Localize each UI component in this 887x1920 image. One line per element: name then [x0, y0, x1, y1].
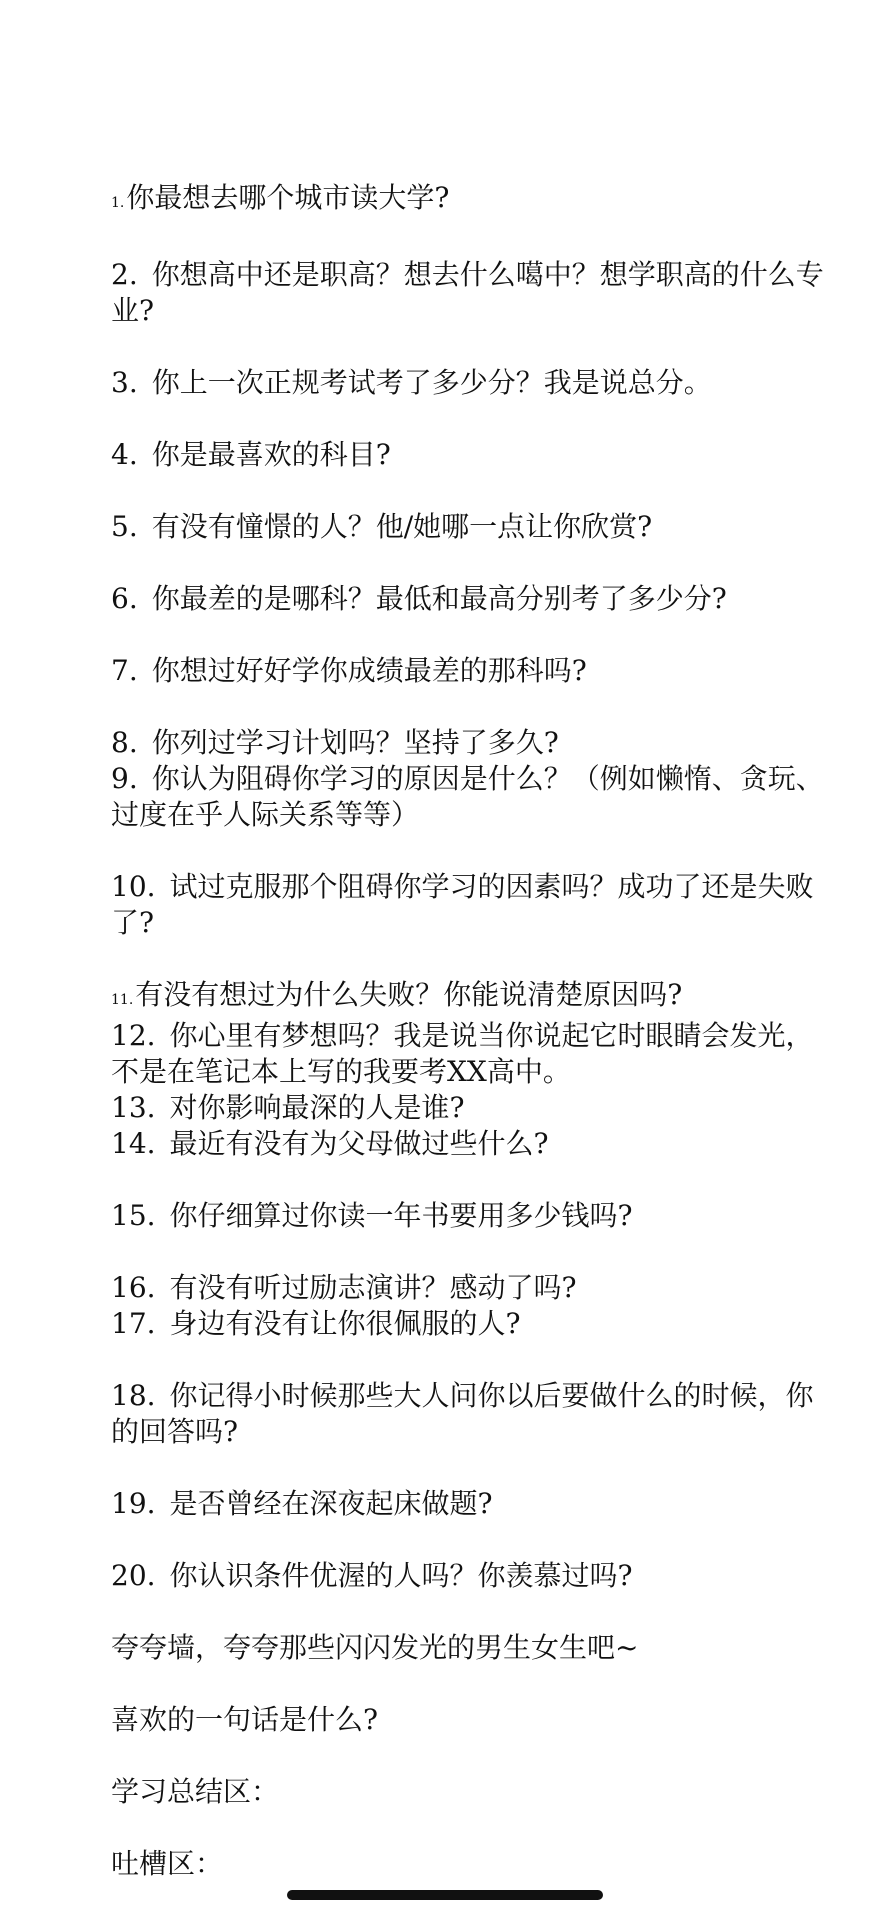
question-number: 11.: [111, 992, 134, 1008]
question-text: 最近有没有为父母做过些什么?: [169, 1127, 549, 1160]
question-6: [111, 581, 831, 617]
question-text: 有没有听过励志演讲？感动了吗?: [169, 1271, 577, 1304]
question-number: 18.: [111, 1379, 156, 1412]
question-number: 12.: [111, 1019, 156, 1052]
question-12: [111, 1018, 831, 1090]
question-number: 15.: [111, 1199, 156, 1232]
question-number: 1.: [111, 195, 125, 211]
question-text: 你认为阻碍你学习的原因是什么？（例如懒惰、贪玩、过度在乎人际关系等等）: [111, 762, 824, 831]
question-number: 17.: [111, 1307, 156, 1340]
question-text: 你最差的是哪科？最低和最高分别考了多少分?: [151, 582, 727, 615]
question-text: 你想过好好学你成绩最差的那科吗?: [151, 654, 587, 687]
question-18: [111, 1378, 831, 1450]
question-1: [111, 180, 831, 221]
question-text: 试过克服那个阻碍你学习的因素吗？成功了还是失败了?: [111, 870, 814, 939]
question-19: [111, 1486, 831, 1522]
question-number: 7.: [111, 654, 138, 687]
question-number: 10.: [111, 870, 156, 903]
question-text: 你最想去哪个城市读大学?: [126, 181, 450, 214]
question-number: 8.: [111, 726, 138, 759]
rant-area-heading: 吐槽区：: [111, 1847, 224, 1880]
question-number: 2.: [111, 258, 138, 291]
question-document: [111, 180, 831, 1882]
question-2: [111, 257, 831, 329]
question-text: 有没有想过为什么失败？你能说清楚原因吗?: [135, 978, 683, 1011]
question-14: [111, 1126, 831, 1162]
question-number: 16.: [111, 1271, 156, 1304]
question-number: 3.: [111, 366, 138, 399]
question-text: 有没有憧憬的人？他/她哪一点让你欣赏?: [151, 510, 653, 543]
question-7: [111, 653, 831, 689]
question-13: [111, 1090, 831, 1126]
question-15: [111, 1198, 831, 1234]
question-11: [111, 977, 831, 1018]
question-10: [111, 869, 831, 941]
question-20: [111, 1558, 831, 1594]
question-3: [111, 365, 831, 401]
question-text: 身边有没有让你很佩服的人?: [169, 1307, 521, 1340]
question-4: [111, 437, 831, 473]
question-text: 你记得小时候那些大人问你以后要做什么的时候，你的回答吗?: [111, 1379, 814, 1448]
question-9: [111, 761, 831, 833]
question-text: 你心里有梦想吗？我是说当你说起它时眼睛会发光，不是在笔记本上写的我要考XX高中。: [111, 1019, 814, 1088]
question-text: 是否曾经在深夜起床做题?: [169, 1487, 493, 1520]
question-text: 你列过学习计划吗？坚持了多久?: [151, 726, 559, 759]
question-17: [111, 1306, 831, 1342]
question-text: 你仔细算过你读一年书要用多少钱吗?: [169, 1199, 633, 1232]
question-number: 6.: [111, 582, 138, 615]
question-number: 19.: [111, 1487, 156, 1520]
question-16: [111, 1270, 831, 1306]
study-summary-heading: 学习总结区：: [111, 1775, 280, 1808]
question-text: 你认识条件优渥的人吗？你羡慕过吗?: [169, 1559, 633, 1592]
question-number: 14.: [111, 1127, 156, 1160]
question-number: 5.: [111, 510, 138, 543]
question-text: 你是最喜欢的科目?: [151, 438, 391, 471]
question-8: [111, 725, 831, 761]
home-indicator[interactable]: [287, 1890, 603, 1900]
question-text: 你想高中还是职高？想去什么噶中？想学职高的什么专业?: [111, 258, 824, 327]
question-number: 13.: [111, 1091, 156, 1124]
question-number: 9.: [111, 762, 138, 795]
question-number: 20.: [111, 1559, 156, 1592]
favorite-quote-prompt: 喜欢的一句话是什么?: [111, 1703, 379, 1736]
question-number: 4.: [111, 438, 138, 471]
question-text: 对你影响最深的人是谁?: [169, 1091, 465, 1124]
question-text: 你上一次正规考试考了多少分？我是说总分。: [151, 366, 712, 399]
praise-wall-prompt: 夸夸墙，夸夸那些闪闪发光的男生女生吧~: [111, 1631, 639, 1664]
question-5: [111, 509, 831, 545]
